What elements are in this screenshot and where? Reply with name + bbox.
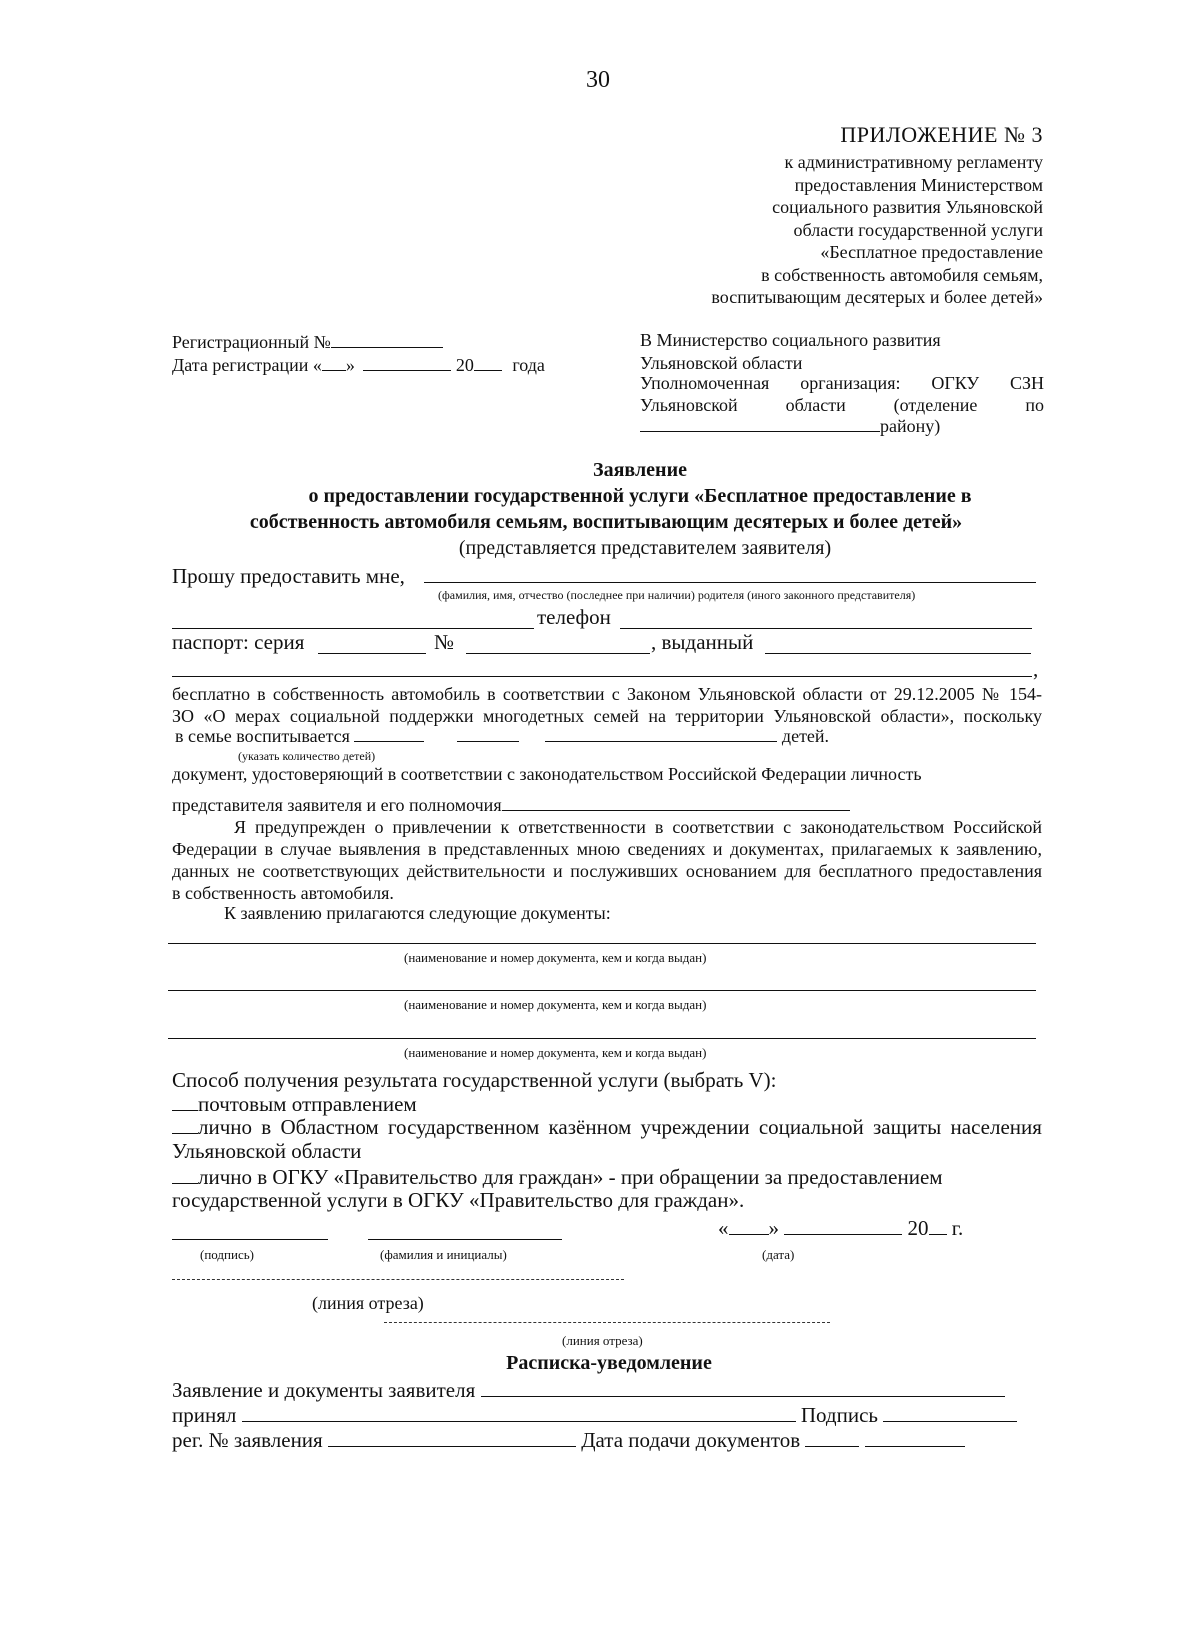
passport-issued-field-continued[interactable] xyxy=(172,676,1032,677)
delivery-mail-label: почтовым отправлением xyxy=(198,1092,417,1116)
law-line1: бесплатно в собственность автомобиль в соответствии с Законом Ульяновской области от 29.12.2005 № 154- xyxy=(172,684,1042,704)
receipt-submit-date-field[interactable] xyxy=(865,1446,965,1447)
addressee-word: Уполномоченная xyxy=(640,373,770,393)
cut-line-label-1: (линия отреза) xyxy=(312,1293,424,1313)
registration-year-field[interactable] xyxy=(474,370,502,371)
office-word: Областном xyxy=(280,1115,379,1139)
delivery-option-mfc xyxy=(172,1165,943,1190)
signer-name-hint: (фамилия и инициалы) xyxy=(380,1247,507,1262)
children-count-words-field[interactable] xyxy=(457,741,519,742)
attachment-field-3[interactable] xyxy=(168,1038,1036,1039)
children-prefix: в семье воспитывается xyxy=(175,726,350,746)
attachments-label: К заявлению прилагаются следующие документы: xyxy=(224,903,611,923)
signer-name-field[interactable] xyxy=(368,1239,562,1240)
addressee-line2: Ульяновской области xyxy=(640,353,803,373)
quote-close: » xyxy=(768,1216,779,1240)
children-suffix: детей. xyxy=(781,726,830,746)
addressee-line1: В Министерство социального развития xyxy=(640,330,941,350)
children-line xyxy=(175,725,829,747)
document-title: Заявление xyxy=(593,459,687,481)
appendix-line: области государственной услуги xyxy=(793,219,1043,240)
appendix-description xyxy=(711,151,1043,309)
attachment-hint-3: (наименование и номер документа, кем и когда выдан) xyxy=(404,1045,707,1060)
representative-authority-field[interactable] xyxy=(502,810,850,811)
signature-field[interactable] xyxy=(172,1239,328,1240)
addressee-line3 xyxy=(640,372,1044,394)
attachment-field-1[interactable] xyxy=(168,943,1036,944)
document-title-line2: собственность автомобиля семьям, воспитывающим десятерых и более детей» xyxy=(249,511,963,533)
year-prefix: 20 xyxy=(907,1216,929,1240)
signature-year-field[interactable] xyxy=(929,1234,947,1235)
registration-number-label: Регистрационный № xyxy=(172,332,331,352)
office-word: лично xyxy=(198,1115,253,1139)
passport-issued-field[interactable] xyxy=(765,653,1031,654)
appendix-line: социального развития Ульяновской xyxy=(772,197,1043,217)
document-subtitle: (представляется представителем заявителя) xyxy=(458,537,832,559)
office-word: казённом xyxy=(548,1115,632,1139)
delivery-mfc-line2: государственной услуги в ОГКУ «Правительство для граждан». xyxy=(172,1188,745,1212)
law-line2: ЗО «О мерах социальной поддержки многодетных семей на территории Ульяновской области», поскольку xyxy=(172,706,1042,726)
delivery-office-checkbox[interactable] xyxy=(172,1133,198,1134)
attachment-field-2[interactable] xyxy=(168,990,1036,991)
addressee-word: по xyxy=(1025,395,1044,415)
quote-open: « xyxy=(718,1216,729,1240)
applicant-name-hint: (фамилия, имя, отчество (последнее при наличии) родителя (иного законного представителя) xyxy=(438,588,916,602)
receipt-signature-field[interactable] xyxy=(883,1421,1017,1422)
quote-close: » xyxy=(345,355,355,375)
delivery-method-title: Способ получения результата государственной услуги (выбрать V): xyxy=(172,1068,777,1092)
receipt-line3 xyxy=(172,1428,965,1453)
addressee-line5 xyxy=(640,415,940,437)
addressee-word: (отделение xyxy=(893,395,978,415)
district-suffix: району) xyxy=(880,416,941,436)
signature-day-field[interactable] xyxy=(729,1234,769,1235)
applicant-name-field[interactable] xyxy=(424,582,1036,583)
district-field[interactable] xyxy=(640,431,880,432)
document-title-line1: о предоставлении государственной услуги «Бесплатное предоставление в xyxy=(308,485,972,507)
appendix-title: ПРИЛОЖЕНИЕ № 3 xyxy=(840,122,1043,147)
addressee-word: Ульяновской xyxy=(640,395,738,415)
signature-month-field[interactable] xyxy=(784,1234,902,1235)
warning-line4: в собственность автомобиля. xyxy=(172,883,394,903)
delivery-mfc-checkbox[interactable] xyxy=(172,1183,198,1184)
date-hint: (дата) xyxy=(762,1247,795,1262)
appendix-line: воспитывающим десятерых и более детей» xyxy=(711,287,1043,307)
request-prefix: Прошу предоставить мне, xyxy=(172,564,405,588)
receipt-accepted-field[interactable] xyxy=(242,1421,796,1422)
signature-hint: (подпись) xyxy=(200,1247,254,1262)
identity-document-line: документ, удостоверяющий в соответствии с законодательством Российской Федерации личность xyxy=(172,764,922,784)
year-prefix: 20 xyxy=(455,355,474,375)
delivery-option-mail xyxy=(172,1092,417,1117)
delivery-mfc-label: лично в ОГКУ «Правительство для граждан» - при обращении за предоставлением xyxy=(198,1165,943,1189)
addressee-word: ОГКУ xyxy=(931,373,980,393)
office-word: социальной xyxy=(758,1115,864,1139)
warning-line3: данных не соответствующих действительности и послуживших основанием для бесплатного предоставления xyxy=(172,861,1042,881)
office-word: учреждении xyxy=(640,1115,750,1139)
warning-line1: Я предупрежден о привлечении к ответственности в соответствии с законодательством Российской xyxy=(234,817,1042,837)
passport-series-label: паспорт: серия xyxy=(172,630,305,654)
addressee-word: организация: xyxy=(800,373,901,393)
appendix-line: к административному регламенту xyxy=(784,152,1043,172)
phone-field[interactable] xyxy=(620,628,1032,629)
registration-month-field[interactable] xyxy=(363,370,451,371)
delivery-office-line2: Ульяновской области xyxy=(172,1139,362,1163)
registration-date-label: Дата регистрации « xyxy=(172,355,322,375)
children-count-field[interactable] xyxy=(354,741,424,742)
registration-date xyxy=(172,354,545,376)
receipt-documents-label: Заявление и документы заявителя xyxy=(172,1378,476,1402)
office-word: населения xyxy=(950,1115,1042,1139)
receipt-signature-label: Подпись xyxy=(800,1403,878,1427)
office-word: в xyxy=(261,1115,272,1139)
attachment-hint-2: (наименование и номер документа, кем и когда выдан) xyxy=(404,997,707,1012)
receipt-documents-field[interactable] xyxy=(481,1396,1005,1397)
year-suffix: года xyxy=(512,355,545,375)
receipt-accepted-label: принял xyxy=(172,1403,237,1427)
registration-number xyxy=(172,331,443,353)
representative-line xyxy=(172,794,850,816)
receipt-title: Расписка-уведомление xyxy=(506,1352,712,1374)
appendix-line: в собственность автомобиля семьям, xyxy=(761,264,1043,285)
passport-issued-label: , выданный xyxy=(651,630,754,654)
addressee-word: области xyxy=(785,395,846,415)
receipt-submit-date-label: Дата подачи документов xyxy=(581,1428,801,1452)
receipt-submit-day-field[interactable] xyxy=(805,1446,859,1447)
phone-label: телефон xyxy=(537,605,611,629)
cut-line-label-2: (линия отреза) xyxy=(562,1333,643,1348)
warning-line2: Федерации в случае выявления в представленных мною сведениях и документах, прилагаемых к заявлению, xyxy=(172,839,1042,859)
receipt-reg-no-label: рег. № заявления xyxy=(172,1428,323,1452)
receipt-line2 xyxy=(172,1403,1017,1428)
children-hint: (указать количество детей) xyxy=(238,749,376,763)
law-reference xyxy=(172,683,1042,727)
page-number: 30 xyxy=(586,67,610,93)
passport-series-field[interactable] xyxy=(318,653,426,654)
cut-line-dashed-1 xyxy=(172,1279,624,1280)
representative-label: представителя заявителя и его полномочия xyxy=(172,795,502,815)
receipt-line1 xyxy=(172,1378,1005,1403)
signature-date xyxy=(718,1216,963,1241)
passport-number-sign: № xyxy=(434,630,455,654)
registration-number-field[interactable] xyxy=(331,347,443,348)
comma: , xyxy=(1033,657,1039,681)
passport-number-field[interactable] xyxy=(466,653,650,654)
delivery-option-office xyxy=(172,1115,1042,1140)
year-suffix: г. xyxy=(951,1216,964,1240)
warning-paragraph xyxy=(172,816,1042,904)
applicant-extra-field[interactable] xyxy=(172,628,534,629)
office-word: государственном xyxy=(387,1115,540,1139)
registration-day-field[interactable] xyxy=(322,370,346,371)
appendix-line: «Бесплатное предоставление xyxy=(820,242,1043,262)
attachment-hint-1: (наименование и номер документа, кем и когда выдан) xyxy=(404,950,707,965)
delivery-mail-checkbox[interactable] xyxy=(172,1110,198,1111)
children-count-words-field-2[interactable] xyxy=(545,741,777,742)
receipt-reg-no-field[interactable] xyxy=(328,1446,576,1447)
addressee-word: СЗН xyxy=(1009,373,1044,393)
addressee-line4 xyxy=(640,394,1044,416)
appendix-line: предоставления Министерством xyxy=(794,174,1043,195)
cut-line-dashed-2 xyxy=(384,1322,830,1323)
office-word: защиты xyxy=(872,1115,942,1139)
